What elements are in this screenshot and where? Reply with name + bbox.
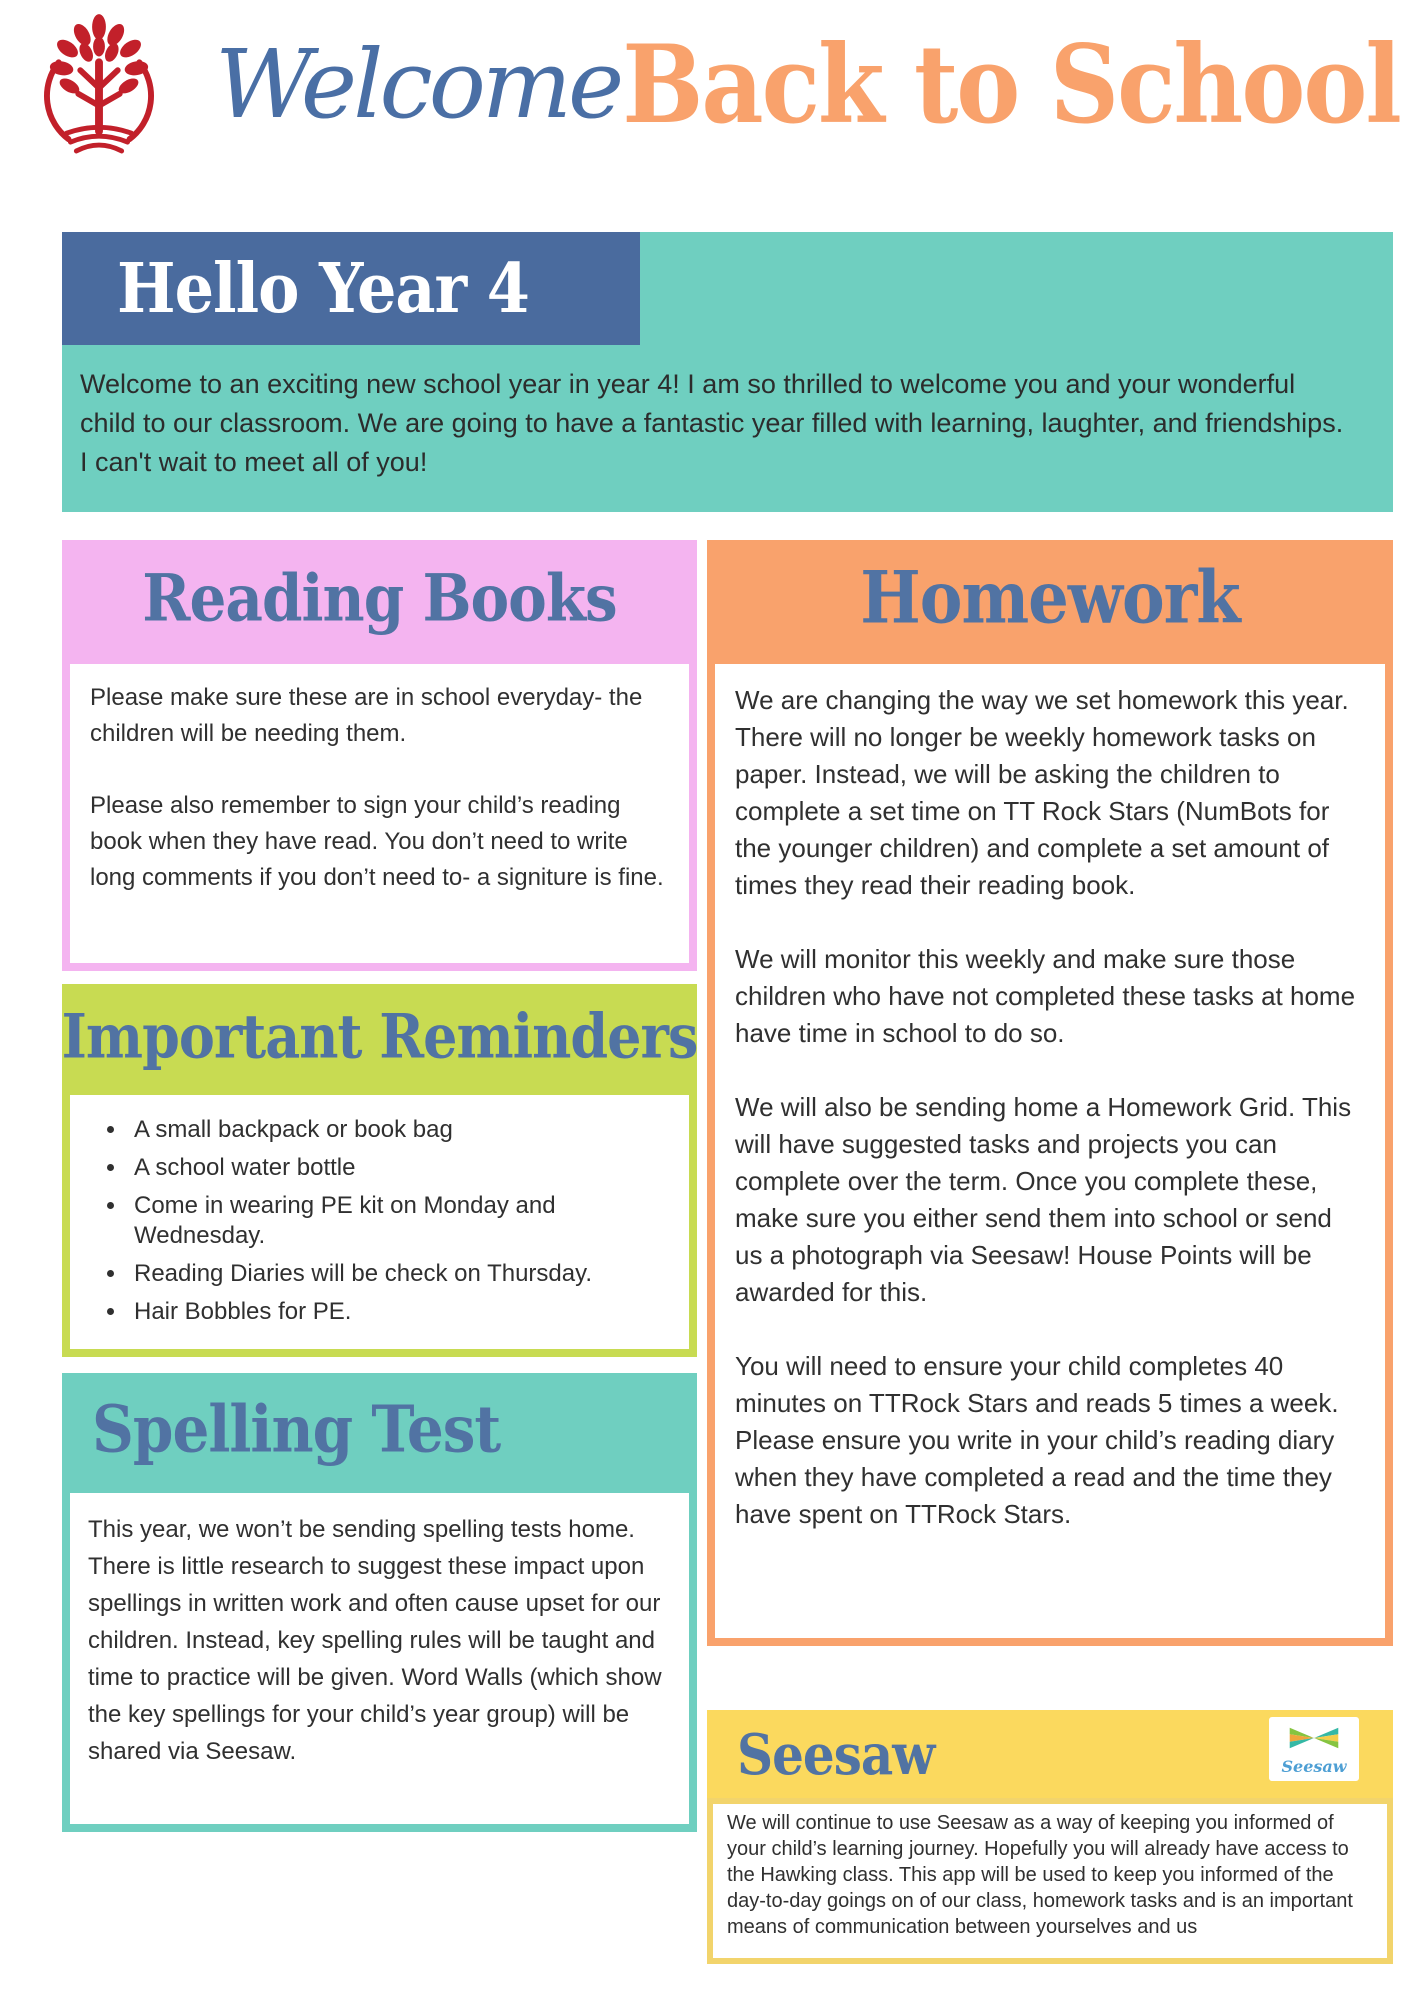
reading-books-body	[62, 656, 697, 971]
homework-paragraph: We are changing the way we set homework this year. There will no longer be weekly homework tasks on paper. Instead, we will be asking the children to complete a set time on TT Rock Stars (NumBots for the younger children) and complete a set amount of times they read their reading book.	[735, 685, 1349, 900]
spelling-test-body	[62, 1485, 697, 1832]
homework-header	[707, 540, 1393, 656]
seesaw-bow-icon	[1286, 1724, 1342, 1757]
important-reminders-body	[62, 1087, 697, 1357]
reading-books-title: Reading Books	[142, 559, 617, 637]
seesaw-title: Seesaw	[737, 1720, 935, 1788]
hello-title-box	[62, 232, 640, 345]
hello-section	[62, 232, 1393, 512]
list-item: • A small backpack or book bag	[128, 1115, 679, 1145]
welcome-script-text: Welcome	[215, 29, 621, 140]
homework-body	[707, 656, 1393, 1646]
spelling-test-title: Spelling Test	[92, 1390, 501, 1468]
seesaw-paragraph: We will continue to use Seesaw as a way of keeping you informed of your child’s learning journey. Hopefully you will already have access to the Hawking class. This app will be used to keep you informed of the day-to-day goings on of our class, homework tasks and is an important means of communication between yourselves and us	[727, 1812, 1353, 1938]
spelling-test-paragraph: This year, we won’t be sending spelling tests home. There is little research to suggest these impact upon spellings in written work and often cause upset for our children. Instead, key spelling rules will be taught and time to practice will be given. Word Walls (which show the key spellings for your child’s year group) will be shared via Seesaw.	[88, 1516, 662, 1765]
homework-paragraph: We will monitor this weekly and make sure those children who have not completed these tasks at home have time in school to do so.	[735, 944, 1356, 1048]
seesaw-header	[707, 1710, 1393, 1798]
seesaw-logo-text: Seesaw	[1281, 1756, 1347, 1776]
spelling-test-header	[62, 1373, 697, 1485]
list-item: • A school water bottle	[128, 1153, 679, 1183]
important-reminders-title: Important Reminders	[61, 999, 698, 1072]
list-item: • Come in wearing PE kit on Monday and Wednesday.	[128, 1191, 679, 1251]
reading-books-paragraph: Please make sure these are in school everyday- the children will be needing them.	[90, 684, 643, 747]
reminders-list	[80, 1115, 679, 1327]
school-logo-tree-icon	[35, 10, 163, 160]
reading-books-header	[62, 540, 697, 656]
hello-body-text: Welcome to an exciting new school year in year 4! I am so thrilled to welcome you and your wonderful child to our classroom. We are going to have a fantastic year filled with learning, laughter, and friendships. I can't wait to meet all of you!	[80, 369, 1344, 477]
homework-paragraph: You will need to ensure your child completes 40 minutes on TTRock Stars and reads 5 times a week. Please ensure you write in your child’s reading diary when they have completed a read and the time they have spent on TTRock Stars.	[735, 1351, 1339, 1529]
important-reminders-header	[62, 984, 697, 1087]
list-item: • Reading Diaries will be check on Thursday.	[128, 1259, 679, 1289]
page-header	[35, 6, 1405, 164]
hello-title: Hello Year 4	[117, 248, 529, 329]
seesaw-logo	[1269, 1717, 1359, 1781]
list-item: • Hair Bobbles for PE.	[128, 1297, 679, 1327]
seesaw-body	[707, 1798, 1393, 1964]
homework-title: Homework	[860, 556, 1240, 640]
reading-books-paragraph: Please also remember to sign your child’s reading book when they have read. You don’t need to write long comments if you don’t need to- a signiture is fine.	[90, 792, 664, 891]
homework-paragraph: We will also be sending home a Homework Grid. This will have suggested tasks and projects you can complete over the term. Once you complete these, make sure you either send them into school or send us a photograph via Seesaw! House Points will be awarded for this.	[735, 1092, 1352, 1307]
back-to-school-text: Back to School	[622, 21, 1400, 148]
